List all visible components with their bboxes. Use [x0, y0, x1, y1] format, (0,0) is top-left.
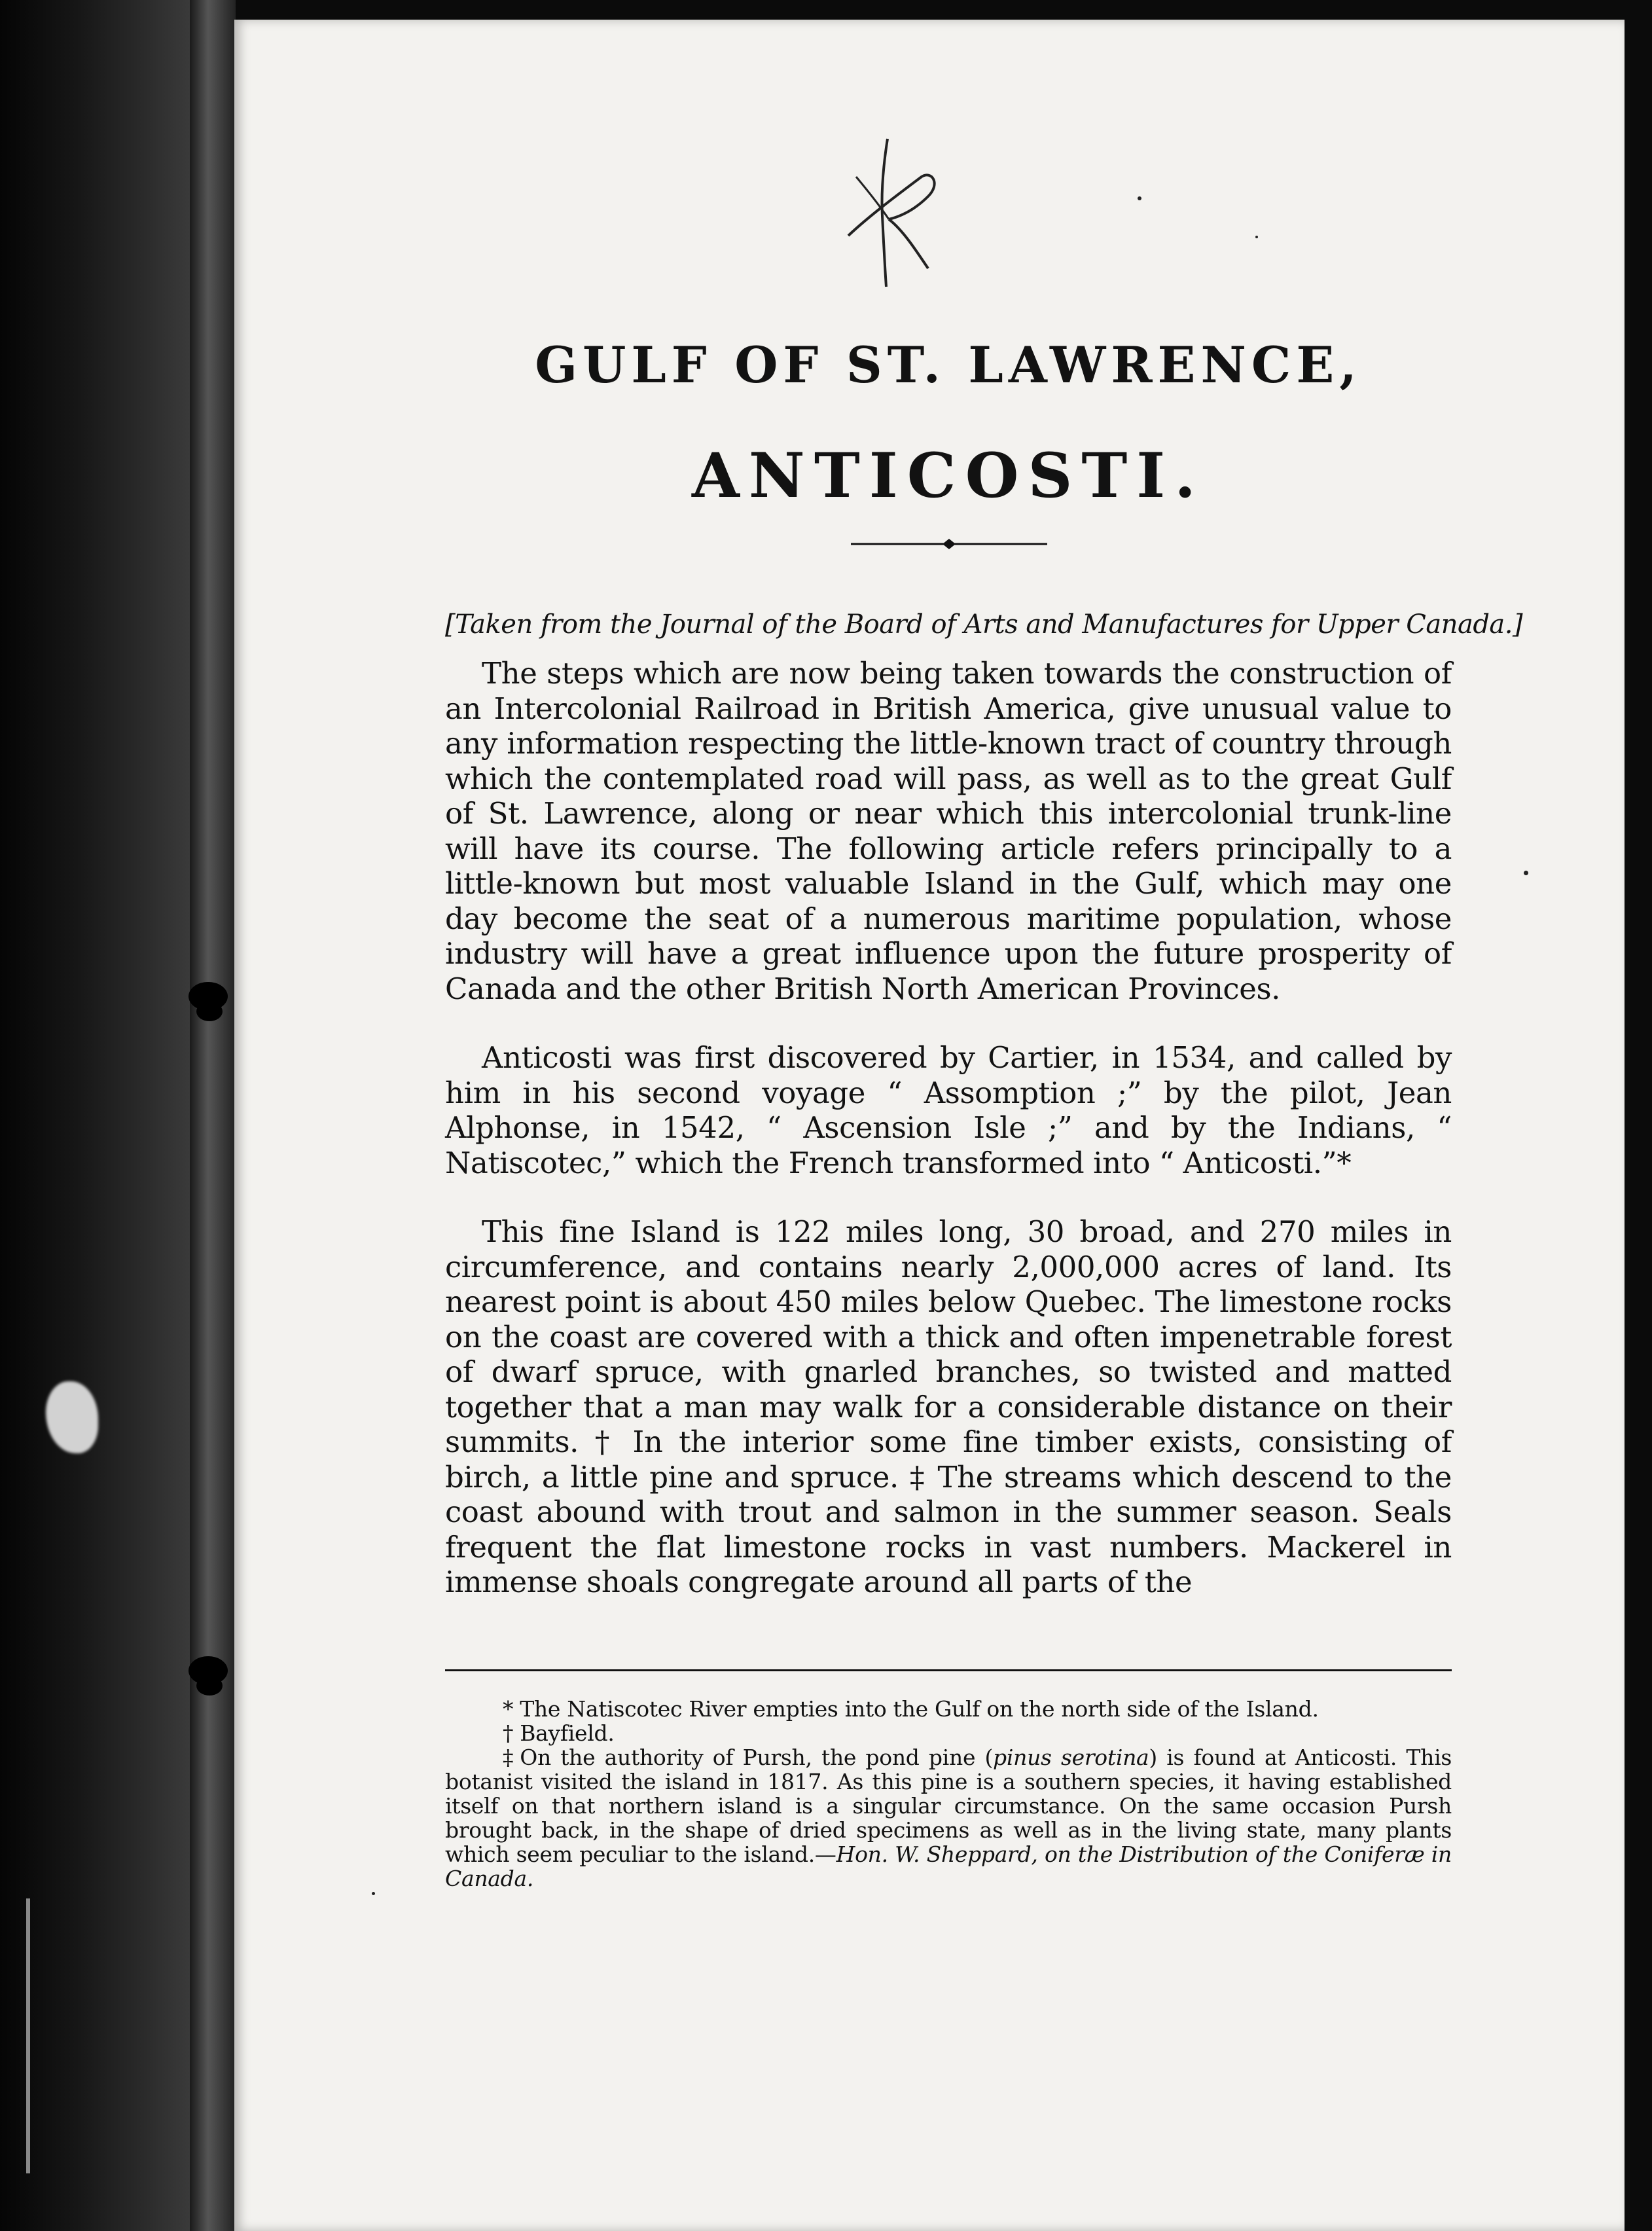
paragraph: The steps which are now being taken towards the construction of an Intercolonial Railroad in British America, give unusual value to any information respecting the little-known tract of country through which the contemplated road will pass, as well as to the great Gulf of St. Lawrence, along or near which this intercolonial trunk-line will have its course. The following article refers principally to a little-known but most valuable Island in the Gulf, which may one day become the seat of a numerous maritime population, whose industry will have a great influence upon the future prosperity of Canada and the other British North American Provinces. — [445, 656, 1452, 1006]
book-spine-shadow — [0, 0, 190, 2231]
paragraph: This fine Island is 122 miles long, 30 broad, and 270 miles in circumference, and contains nearly 2,000,000 acres of land. Its nearest point is about 450 miles below Quebec. The limestone rocks on the coast are covered with a thick and often impenetrable forest of dwarf spruce, with gnarled branches, so twisted and matted together that a man may walk for a considerable distance on their summits. † In the interior some fine timber exists, consisting of birch, a little pine and spruce. ‡ The streams which descend to the coast abound with trout and salmon in the summer season. Seals frequent the flat limestone rocks in vast numbers. Mackerel in immense shoals congregate around all parts of the — [445, 1214, 1452, 1599]
handwritten-cross-mark — [843, 137, 941, 288]
footnote-citation: Hon. W. Sheppard, on the Distribution of the Coniferæ in Canada. — [445, 1841, 1452, 1891]
footnote-mark: * — [503, 1696, 514, 1722]
page-title: GULF OF ST. LAWRENCE, — [535, 336, 1362, 394]
footnote-text: Bayfield. — [520, 1720, 615, 1746]
scan-edge-line — [26, 1898, 30, 2173]
footnote-mark: ‡ — [503, 1745, 514, 1770]
binding-hole — [196, 1002, 223, 1021]
paragraph: Anticosti was first discovered by Cartier, in 1534, and called by him in his second voyage “ Assomption ;” by the pilot, Jean Alphonse, in 1542, “ Ascension Isle ;” and by the Indians, “ Natiscotec,” which the French transformed into “ Anticosti.”* — [445, 1040, 1452, 1180]
footnote-text: The Natiscotec River empties into the Gulf on the north side of the Island. — [520, 1696, 1319, 1722]
document-page — [234, 20, 1625, 2231]
binding-hole — [196, 1676, 223, 1696]
footnote-text: On the authority of Pursh, the pond pine ( — [520, 1745, 994, 1770]
ornament-rule-icon — [851, 534, 1047, 554]
footnote-text: ) is found at Anticosti. This botanist visited the island in 1817. As this pine is a southern species, it having established itself on that northern island is a singular circumstance. On the same occasion Pursh brought back, in the shape of dried specimens as well as in the living state, many plants which seem peculiar to the island.— — [445, 1745, 1452, 1867]
article-body — [445, 656, 1452, 1600]
footnote — [445, 1721, 1452, 1745]
species-name: pinus serotina — [993, 1745, 1149, 1770]
footnote-divider — [445, 1669, 1452, 1671]
footnote — [445, 1745, 1452, 1891]
binding-strip — [190, 0, 236, 2231]
page-subtitle: ANTICOSTI. — [691, 440, 1205, 512]
source-note: [Taken from the Journal of the Board of Arts and Manufactures for Upper Canada.] — [445, 609, 1523, 640]
footnotes — [445, 1697, 1452, 1891]
footnote-mark: † — [503, 1720, 514, 1746]
footnote — [445, 1697, 1452, 1721]
